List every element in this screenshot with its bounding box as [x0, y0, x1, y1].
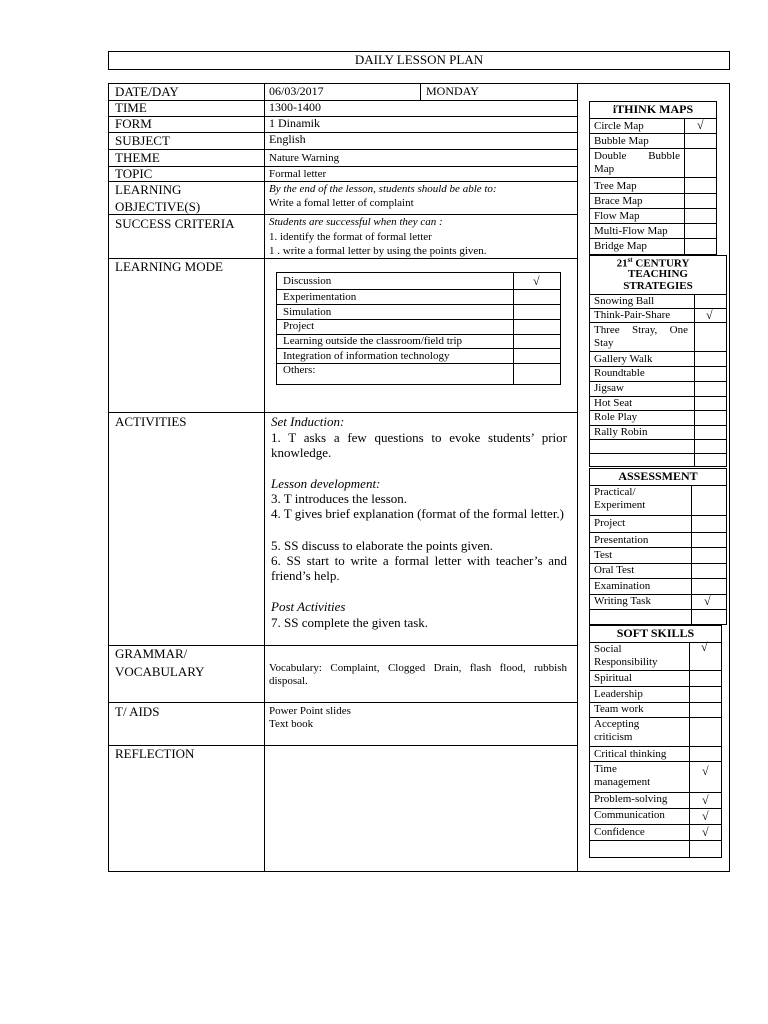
strategy-item: Gallery Walk: [594, 353, 653, 365]
soft-skill-item: Accepting criticism: [594, 718, 640, 743]
objective-intro: By the end of the lesson, students should be able to:: [269, 183, 497, 195]
theme-value: Nature Warning: [269, 152, 340, 164]
form-value: 1 Dinamik: [269, 116, 320, 130]
success-label: SUCCESS CRITERIA: [115, 216, 235, 231]
learning-mode-item: Learning outside the classroom/field trip: [283, 335, 463, 347]
ithink-map-item: Bridge Map: [594, 240, 647, 252]
teaching-aid-item: Power Point slides: [269, 705, 351, 717]
success-intro: Students are successful when they can :: [269, 216, 443, 228]
check-mark-icon: √: [706, 308, 713, 322]
assessment-item: Writing Task: [594, 595, 651, 607]
table-row-divider: [589, 351, 727, 352]
subject-label: SUBJECT: [115, 133, 170, 148]
soft-skill-item: Social Responsibility: [594, 643, 658, 668]
lesson-development-heading: Lesson development:: [271, 476, 381, 491]
grammar-label: GRAMMAR/: [115, 646, 188, 661]
objective-label-2: OBJECTIVE(S): [115, 199, 201, 214]
ithink-map-item: Bubble Map: [594, 135, 649, 147]
ithink-map-item: Double Bubble Map: [594, 150, 680, 175]
soft-skill-item: Confidence: [594, 826, 645, 838]
check-mark-icon: √: [702, 825, 709, 839]
table-row-divider: [589, 532, 727, 533]
strategy-item: Roundtable: [594, 367, 645, 379]
strategy-item: Think-Pair-Share: [594, 309, 671, 321]
table-row-divider: [589, 453, 727, 454]
time-label: TIME: [115, 100, 147, 115]
table-row-divider: [589, 223, 717, 224]
topic-label: TOPIC: [115, 166, 153, 181]
mode-row-divider: [276, 319, 561, 320]
strategies-heading-2: TEACHING: [628, 268, 688, 280]
activity-step: 1. T asks a few questions to evoke students’ prior knowledge.: [271, 430, 567, 460]
activity-step: 4. T gives brief explanation (format of the formal letter.): [271, 506, 565, 521]
mode-row-divider: [276, 304, 561, 305]
assessment-item: Presentation: [594, 534, 649, 546]
table-row-divider: [589, 761, 722, 762]
ithink-map-item: Flow Map: [594, 210, 640, 222]
learning-mode-item: Integration of information technology: [283, 350, 450, 362]
table-row-divider: [589, 439, 727, 440]
check-column: [689, 642, 690, 858]
strategies-heading-3: STRATEGIES: [623, 280, 693, 292]
learning-mode-item: Others:: [283, 364, 316, 376]
table-row-divider: [589, 746, 722, 747]
success-criterion-2: 1 . write a formal letter by using the points given.: [269, 245, 487, 257]
activity-step: 6. SS start to write a formal letter with teacher’s and friend’s help.: [271, 553, 567, 583]
day-value: MONDAY: [426, 84, 479, 98]
soft-skill-item: Team work: [594, 703, 644, 715]
learning-mode-item: Discussion: [283, 275, 332, 287]
row-divider: [108, 100, 577, 101]
soft-skills-heading: SOFT SKILLS: [616, 626, 695, 640]
activity-step: 7. SS complete the given task.: [271, 615, 429, 630]
time-value: 1300-1400: [269, 100, 321, 114]
objective-value: Write a fomal letter of complaint: [269, 197, 414, 209]
row-divider: [108, 702, 577, 703]
assessment-item: Project: [594, 517, 626, 529]
theme-label: THEME: [115, 150, 160, 165]
teaching-aids-label: T/ AIDS: [115, 704, 160, 719]
ithink-map-item: Brace Map: [594, 195, 643, 207]
success-criterion-1: 1. identify the format of formal letter: [269, 231, 432, 243]
assessment-item: Practical/ Experiment: [594, 486, 646, 511]
table-row-divider: [589, 609, 727, 610]
strategy-item: Snowing Ball: [594, 295, 655, 307]
table-row-divider: [589, 148, 717, 149]
table-row-divider: [589, 515, 727, 516]
grammar-label-2: VOCABULARY: [115, 664, 205, 679]
check-mark-icon: √: [697, 118, 704, 132]
check-mark-icon: √: [701, 640, 708, 654]
table-row-divider: [589, 322, 727, 323]
assessment-heading: ASSESSMENT: [618, 469, 698, 483]
date-day-divider: [420, 83, 421, 100]
table-row-divider: [589, 133, 717, 134]
row-divider: [108, 132, 577, 133]
table-row-divider: [589, 686, 722, 687]
date-label: DATE/DAY: [115, 84, 179, 99]
page-title: DAILY LESSON PLAN: [354, 52, 484, 67]
ithink-map-item: Multi-Flow Map: [594, 225, 668, 237]
table-row-divider: [589, 578, 727, 579]
table-row-divider: [589, 840, 722, 841]
strategy-item: Three Stray, One Stay: [594, 324, 688, 349]
assessment-item: Oral Test: [594, 564, 635, 576]
mode-row-divider: [276, 348, 561, 349]
post-activities-heading: Post Activities: [271, 599, 346, 614]
learning-mode-item: Simulation: [283, 306, 332, 318]
table-row-divider: [589, 193, 717, 194]
check-mark-icon: √: [702, 793, 709, 807]
date-value: 06/03/2017: [269, 84, 324, 98]
learning-mode-item: Experimentation: [283, 291, 357, 303]
assessment-item: Test: [594, 549, 613, 561]
row-divider: [108, 412, 577, 413]
ithink-map-item: Circle Map: [594, 120, 644, 132]
set-induction-heading: Set Induction:: [271, 414, 345, 429]
soft-skill-item: Time management: [594, 763, 651, 788]
check-column: [691, 485, 692, 625]
activity-step: 3. T introduces the lesson.: [271, 491, 408, 506]
learning-mode-item: Project: [283, 320, 315, 332]
mode-row-divider: [276, 289, 561, 290]
table-row-divider: [589, 670, 722, 671]
row-divider: [108, 116, 577, 117]
teaching-aid-item: Text book: [269, 718, 314, 730]
soft-skill-item: Spiritual: [594, 672, 632, 684]
vocabulary-value: Vocabulary: Complaint, Clogged Drain, flash flood, rubbish disposal.: [269, 662, 567, 687]
activity-step: 5. SS discuss to elaborate the points given.: [271, 538, 494, 553]
strategy-item: Jigsaw: [594, 382, 624, 394]
activities-label: ACTIVITIES: [115, 414, 187, 429]
soft-skill-item: Critical thinking: [594, 748, 667, 760]
check-mark-icon: √: [702, 809, 709, 823]
strategy-item: Role Play: [594, 411, 638, 423]
topic-value: Formal letter: [269, 168, 327, 180]
label-column-divider: [264, 83, 265, 872]
table-row-divider: [589, 238, 717, 239]
check-mark-icon: √: [704, 594, 711, 608]
mode-row-divider: [276, 363, 561, 364]
strategies-heading: 21st CENTURY: [616, 256, 690, 270]
learning-mode-label: LEARNING MODE: [115, 259, 223, 274]
soft-skill-item: Leadership: [594, 688, 643, 700]
ithink-maps-heading: iTHINK MAPS: [612, 102, 694, 116]
assessment-item: Examination: [594, 580, 651, 592]
form-label: FORM: [115, 116, 152, 131]
strategy-item: Rally Robin: [594, 426, 648, 438]
check-column: [684, 118, 685, 255]
check-mark-icon: √: [702, 764, 709, 778]
ithink-map-item: Tree Map: [594, 180, 637, 192]
table-row-divider: [589, 177, 717, 178]
soft-skill-item: Problem-solving: [594, 793, 668, 805]
row-divider: [108, 149, 577, 150]
strategy-item: Hot Seat: [594, 397, 633, 409]
reflection-label: REFLECTION: [115, 746, 195, 761]
soft-skill-item: Communication: [594, 809, 665, 821]
superscript: st: [627, 256, 633, 264]
row-divider: [108, 166, 577, 167]
check-mark-icon: √: [533, 274, 540, 288]
table-row-divider: [589, 208, 717, 209]
main-column-right-edge: [577, 83, 578, 872]
objective-label: LEARNING: [115, 182, 182, 197]
subject-value: English: [269, 132, 306, 146]
table-row-divider: [589, 547, 727, 548]
